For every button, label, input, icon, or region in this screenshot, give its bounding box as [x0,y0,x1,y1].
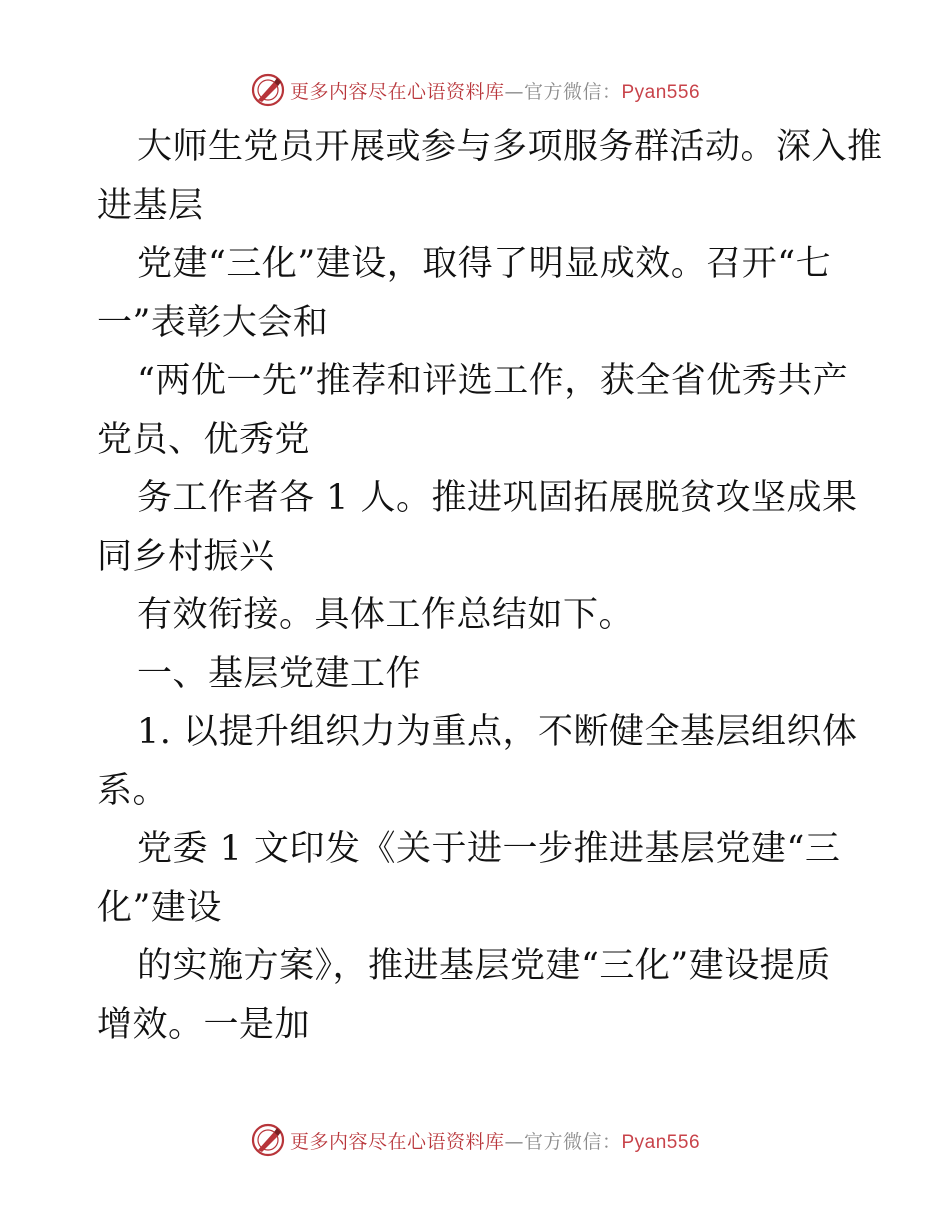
watermark-text: 更多内容尽在心语资料库—官方微信：Pyan556 [289,1130,701,1153]
document-body [97,118,883,1054]
text-line: 大师生党员开展或参与多项服务群活动。深入推 [137,127,883,167]
text-line: 一、基层党建工作 [137,653,422,694]
header-watermark [0,70,950,110]
text-line: 党委 1 文印发《关于进一步推进基层党建“三 [137,829,841,869]
text-line: 化”建设 [97,887,222,928]
text-line: 党员、优秀党 [97,419,311,460]
text-line: 进基层 [97,185,204,226]
text-line: 务工作者各 1 人。推进巩固拓展脱贫攻坚成果 [137,478,858,518]
text-line: 有效衔接。具体工作总结如下。 [137,595,635,635]
text-line: 的实施方案》，推进基层党建“三化”建设提质 [137,946,831,986]
text-line: 1. 以提升组织力为重点，不断健全基层组织体 [137,712,858,752]
text-line: 党建“三化”建设，取得了明显成效。召开“七 [137,244,832,284]
text-line: “两优一先”推荐和评选工作，获全省优秀共产 [137,361,849,401]
footer-watermark [0,1120,950,1160]
watermark-text: 更多内容尽在心语资料库—官方微信：Pyan556 [289,80,701,103]
text-line: 系。 [97,770,169,811]
text-line: 同乡村振兴 [97,536,275,577]
text-line: 增效。一是加 [97,1004,311,1045]
text-line: 一”表彰大会和 [97,302,329,343]
pen-logo-icon [250,72,286,108]
pen-logo-icon [250,1122,286,1158]
